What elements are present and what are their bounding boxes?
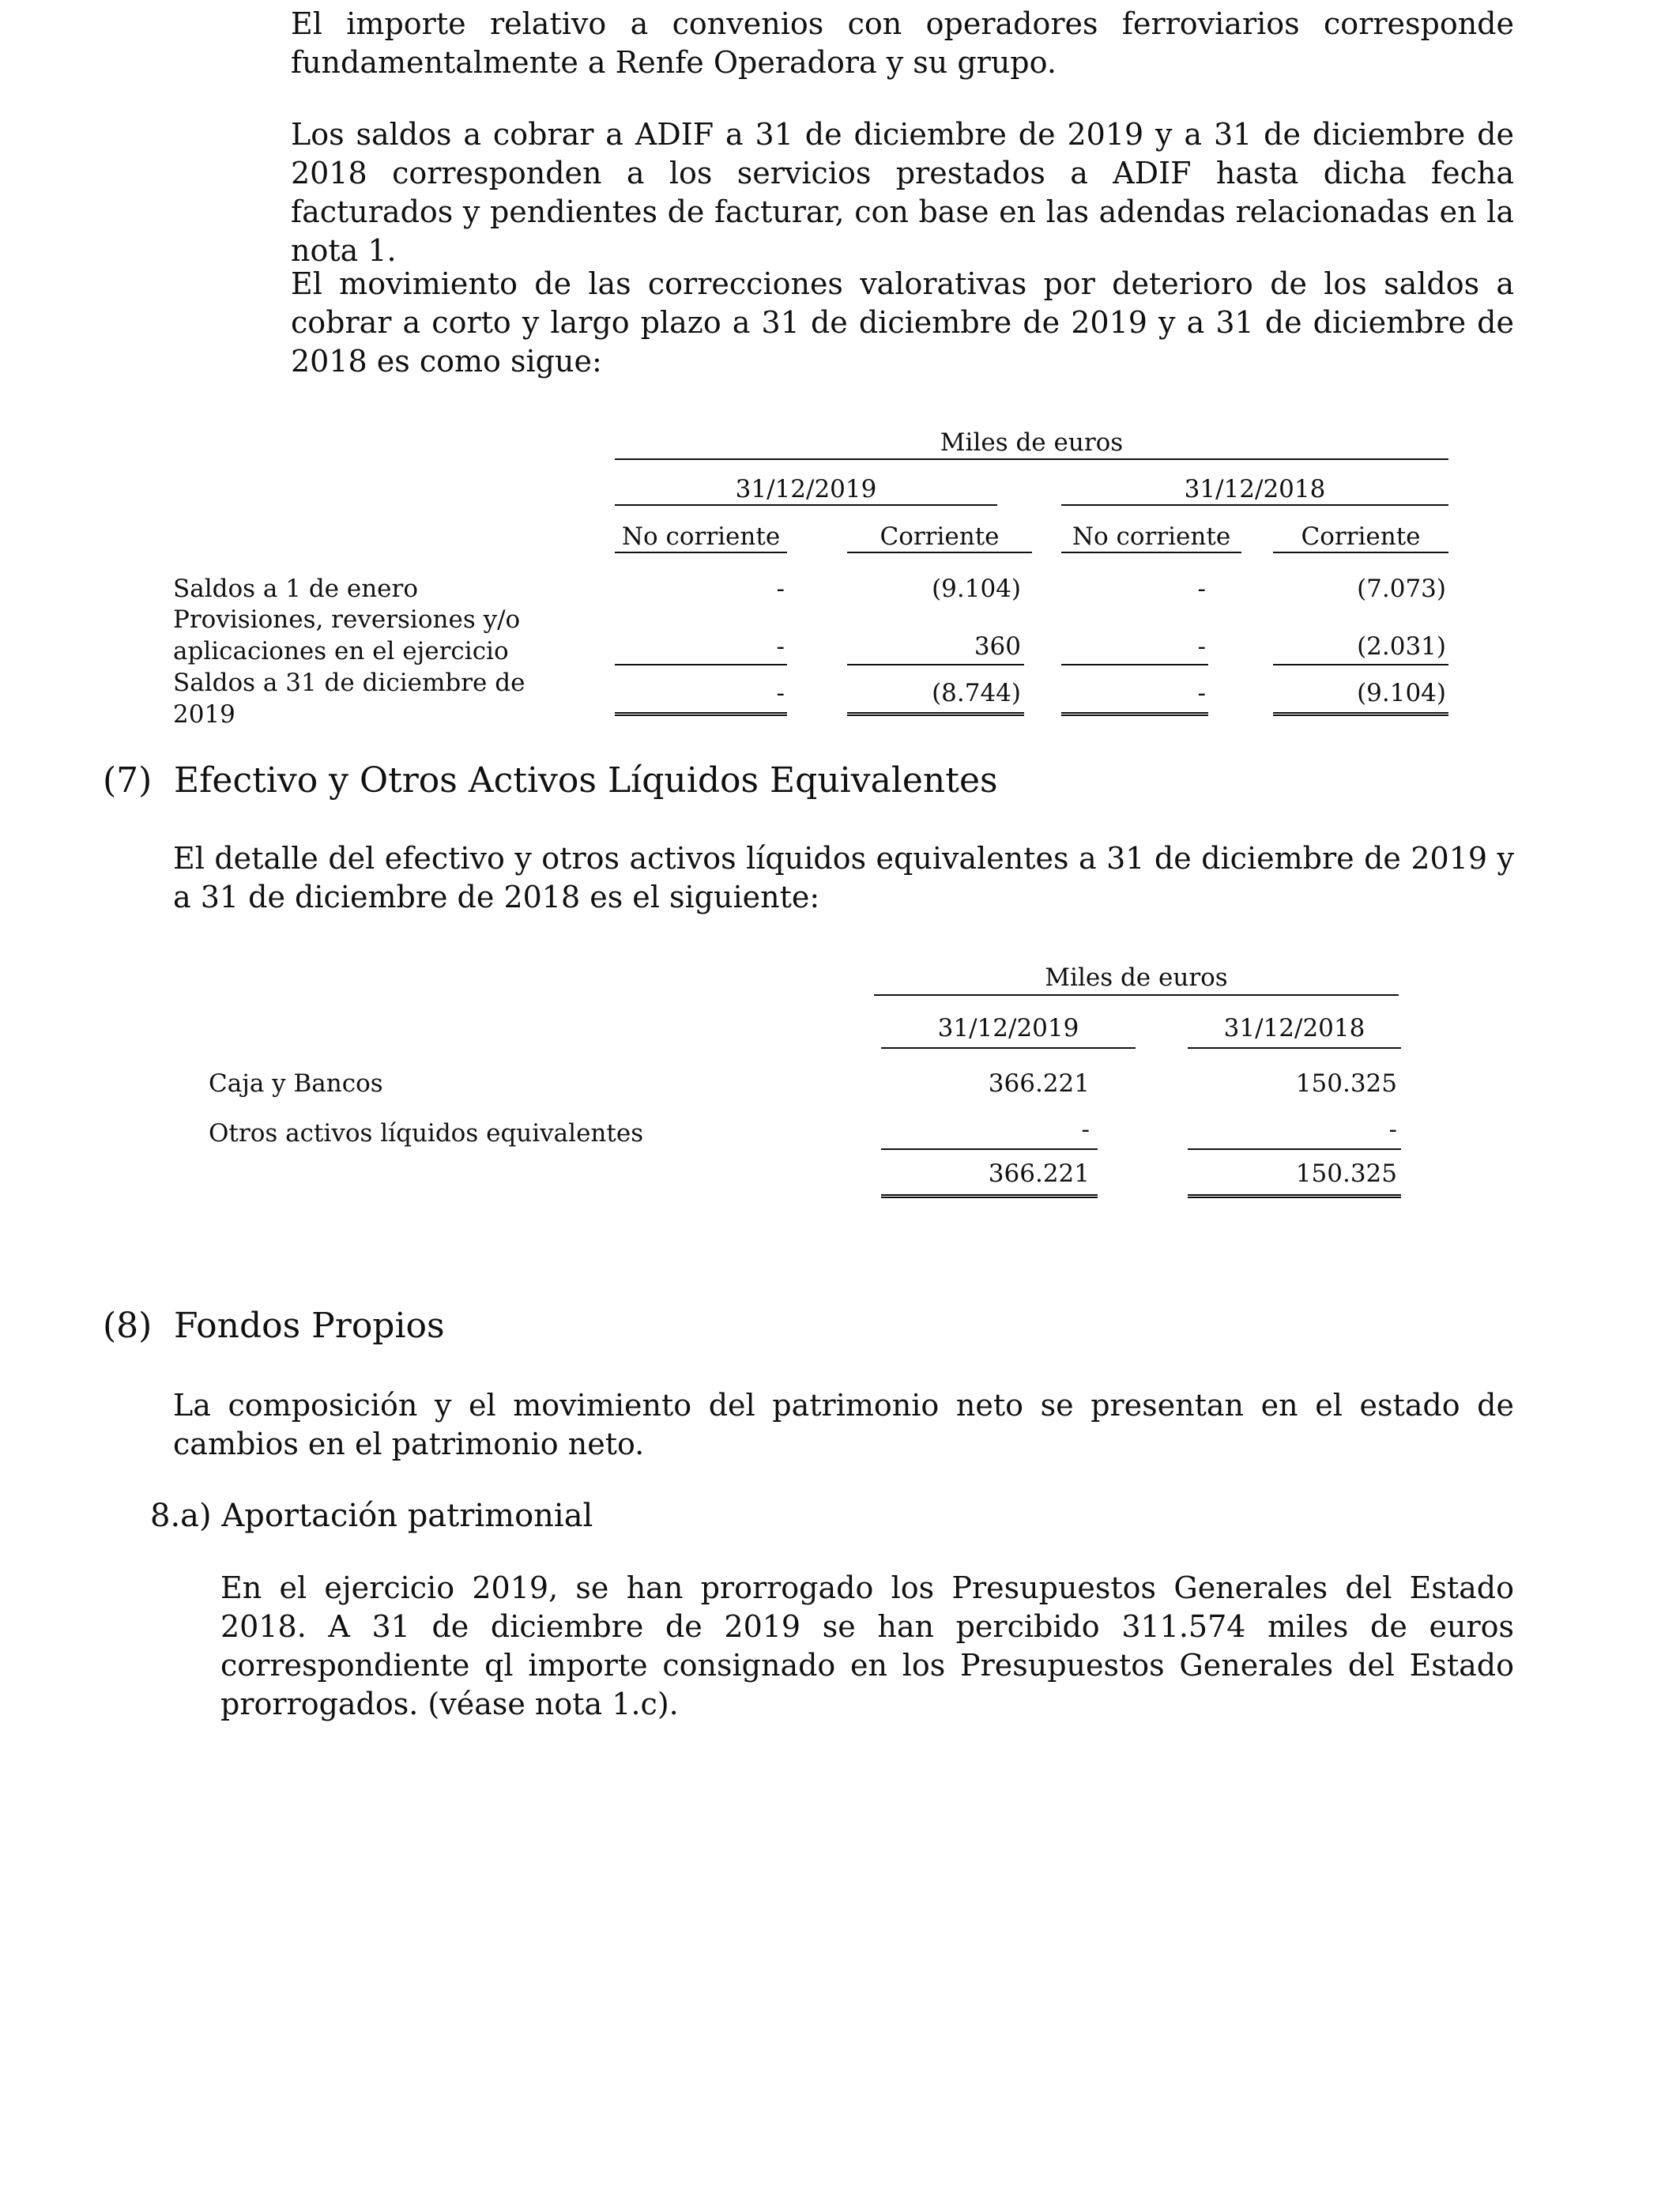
table2-col-rule xyxy=(1188,1047,1401,1049)
table2-total: 150.325 xyxy=(1295,1159,1397,1188)
table1-row-label: Saldos a 1 de enero xyxy=(173,575,418,603)
table1-cell: - xyxy=(1197,632,1206,661)
table1-col-rule xyxy=(1273,552,1448,553)
paragraph-convenios: El importe relativo a convenios con operadores ferroviarios corresponde fundamentalmente a Renfe Operadora y su grupo. xyxy=(291,6,1514,80)
table2-col-rule xyxy=(881,1047,1136,1049)
table1-period-2018: 31/12/2018 xyxy=(1184,475,1326,503)
table1-subtotal-rule xyxy=(1273,664,1448,665)
table1-cell: - xyxy=(776,632,785,661)
table1-total-double-rule xyxy=(1273,712,1448,716)
table1-period-2019: 31/12/2019 xyxy=(735,475,877,503)
table2-col-2019: 31/12/2019 xyxy=(937,1014,1079,1042)
subsection-8a-paragraph: En el ejercicio 2019, se han prorrogado los Presupuestos Generales del Estado 2018. A 31 de diciembre de 2019 se han percibido 311.574 miles de euros correspondiente ql importe consignado en los Presupuestos Generales del Estado prorrogados. (véase nota 1.c). xyxy=(220,1570,1514,1721)
table1-col-rule xyxy=(1061,552,1241,553)
table1-col-no-corriente-2018: No corriente xyxy=(1072,522,1231,551)
table2-cell: 150.325 xyxy=(1295,1069,1397,1098)
table1-col-rule xyxy=(847,552,1032,553)
table1-subtotal-rule xyxy=(1061,664,1208,665)
table1-row-label: Provisiones, reversiones y/o xyxy=(173,605,521,634)
table2-unit-rule xyxy=(874,994,1399,996)
table1-unit-rule xyxy=(615,458,1448,460)
table1-period-2018-rule xyxy=(1061,504,1448,506)
section-8-number: (8) xyxy=(103,1306,153,1346)
table1-total-double-rule xyxy=(1061,712,1208,716)
section-7-paragraph: El detalle del efectivo y otros activos líquidos equivalentes a 31 de diciembre de 2019 y a 31 de diciembre de 2018 es el siguiente: xyxy=(173,841,1514,914)
subsection-8a-title: 8.a) Aportación patrimonial xyxy=(150,1498,593,1534)
section-7-title: Efectivo y Otros Activos Líquidos Equivalentes xyxy=(174,760,998,801)
table2-total-double-rule xyxy=(1188,1194,1401,1198)
table1-total-double-rule xyxy=(847,712,1024,716)
table2-cell: - xyxy=(1081,1115,1090,1144)
table1-row-label: Saldos a 31 de diciembre de xyxy=(173,669,525,697)
section-8-heading xyxy=(103,1304,445,1348)
table1-cell: - xyxy=(776,575,785,603)
table1-cell: 360 xyxy=(974,632,1021,661)
table2-total: 366.221 xyxy=(988,1159,1090,1188)
table1-cell: - xyxy=(1197,679,1206,707)
table1-col-corriente-2018: Corriente xyxy=(1301,522,1421,551)
table2-subtotal-rule xyxy=(1188,1148,1401,1150)
table1-cell: - xyxy=(776,679,785,707)
table1-row-label: 2019 xyxy=(173,700,235,729)
table1-period-2019-rule xyxy=(615,504,997,506)
table2-unit-header: Miles de euros xyxy=(1045,963,1228,992)
paragraph-saldos-adif: Los saldos a cobrar a ADIF a 31 de diciembre de 2019 y a 31 de diciembre de 2018 corresponden a los servicios prestados a ADIF hasta dicha fecha facturados y pendientes de facturar, con base en las adendas relacionadas en la nota 1. xyxy=(291,117,1514,268)
table2-col-2018: 31/12/2018 xyxy=(1223,1014,1365,1042)
table1-cell: - xyxy=(1197,575,1206,603)
table1-col-rule xyxy=(615,552,787,553)
table2-subtotal-rule xyxy=(881,1148,1098,1150)
section-7-number: (7) xyxy=(103,760,153,801)
section-8-title: Fondos Propios xyxy=(174,1306,445,1346)
section-8-paragraph: La composición y el movimiento del patrimonio neto se presentan en el estado de cambios en el patrimonio neto. xyxy=(173,1388,1514,1461)
table1-total-double-rule xyxy=(615,712,787,716)
table1-subtotal-rule xyxy=(615,664,787,665)
table1-cell: (2.031) xyxy=(1357,632,1446,661)
table1-cell: (7.073) xyxy=(1357,575,1446,603)
table1-col-no-corriente-2019: No corriente xyxy=(621,522,781,551)
table2-cell: 366.221 xyxy=(988,1069,1090,1098)
table1-cell: (9.104) xyxy=(932,575,1021,603)
table1-cell: (8.744) xyxy=(932,679,1021,707)
table2-total-double-rule xyxy=(881,1194,1098,1198)
table2-row-label: Caja y Bancos xyxy=(209,1069,383,1098)
table1-subtotal-rule xyxy=(847,664,1024,665)
paragraph-movimiento-correcciones: El movimiento de las correcciones valorativas por deterioro de los saldos a cobrar a corto y largo plazo a 31 de diciembre de 2019 y a 31 de diciembre de 2018 es como sigue: xyxy=(291,266,1514,379)
section-7-heading xyxy=(103,759,998,803)
table1-col-corriente-2019: Corriente xyxy=(880,522,1000,551)
table2-row-label: Otros activos líquidos equivalentes xyxy=(209,1119,644,1148)
table1-row-label: aplicaciones en el ejercicio xyxy=(173,637,509,665)
table1-cell: (9.104) xyxy=(1357,679,1446,707)
table1-unit-header: Miles de euros xyxy=(940,428,1124,457)
table2-cell: - xyxy=(1388,1115,1397,1144)
